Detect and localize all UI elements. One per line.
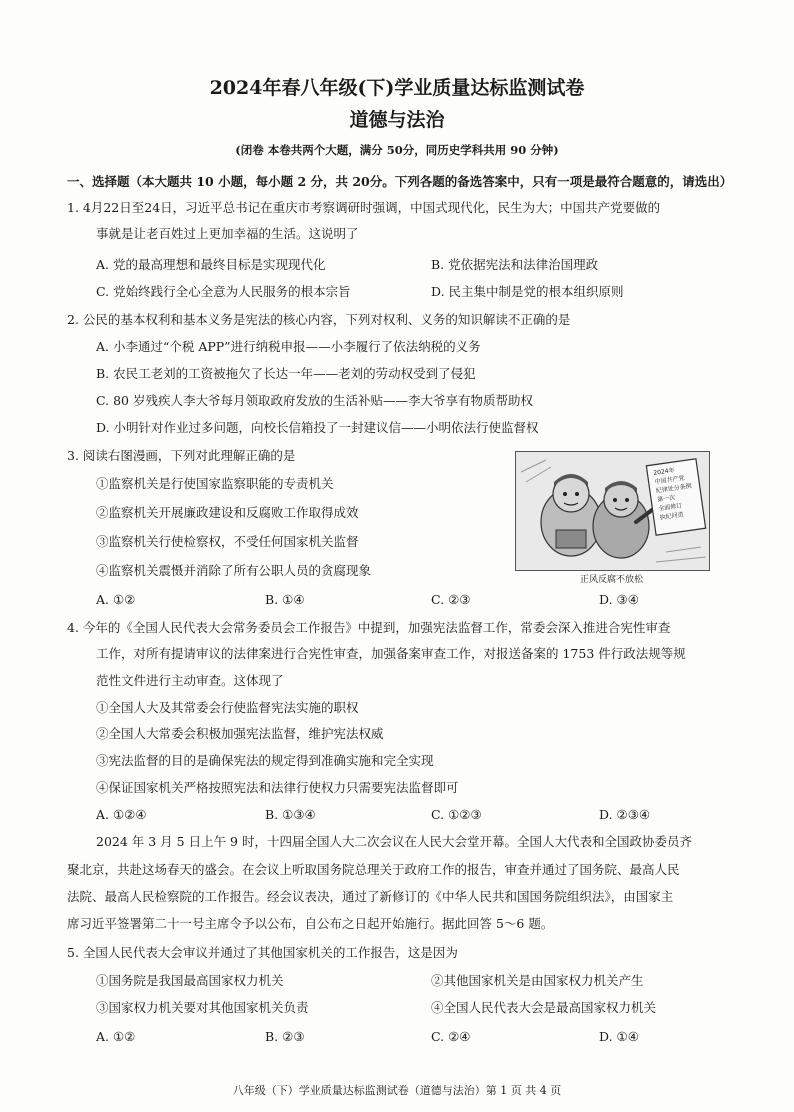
q4-stem-line2: 工作，对所有提请审议的法律案进行合宪性审查，加强备案审查工作，对报送备案的 1753 件行政法规等规 [96, 646, 686, 661]
q3-statement-3: ③监察机关行使检察权，不受任何国家机关监督 [96, 534, 359, 549]
q5-option-b: B. ②③ [265, 1029, 305, 1044]
q1-option-b: B. 党依据宪法和法律治国理政 [431, 257, 599, 272]
cartoon-illustration [516, 452, 709, 570]
q1-stem-line1: 1. 4月22日至24日，习近平总书记在重庆市考察调研时强调，中国式现代化，民生为大；中国共产党要做的 [67, 200, 661, 215]
q4-option-d: D. ②③④ [599, 807, 651, 822]
q2-option-b: B. 农民工老刘的工资被拖欠了长达一年——老刘的劳动权受到了侵犯 [96, 366, 476, 381]
q1-stem-line2: 事就是让老百姓过上更加幸福的生活。这说明了 [96, 226, 359, 241]
section-heading: 一、选择题（本大题共 10 小题，每小题 2 分，共 20分。下列各题的备选答案中，只有一项是最符合题意的，请选出） [67, 174, 733, 189]
q4-option-b: B. ①③④ [265, 807, 316, 822]
q3-option-d: D. ③④ [599, 592, 639, 607]
q4-statement-3: ③宪法监督的目的是确保宪法的规定得到准确实施和完全实现 [96, 753, 434, 768]
q2-stem: 2. 公民的基本权利和基本义务是宪法的核心内容，下列对权利、义务的知识解读不正确的是 [67, 312, 571, 327]
q4-option-c: C. ①②③ [431, 807, 482, 822]
q1-option-c: C. 党始终践行全心全意为人民服务的根本宗旨 [96, 284, 351, 299]
material-line4: 席习近平签署第二十一号主席令予以公布，自公布之日起开始施行。据此回答 5～6 题。 [67, 916, 554, 931]
q4-stem-line3: 范性文件进行主动审查。这体现了 [96, 673, 284, 688]
q2-option-d: D. 小明针对作业过多问题，向校长信箱投了一封建议信——小明依法行使监督权 [96, 420, 539, 435]
q3-statement-2: ②监察机关开展廉政建设和反腐败工作取得成效 [96, 505, 359, 520]
q3-statement-1: ①监察机关是行使国家监察职能的专责机关 [96, 476, 334, 491]
cartoon-doc-line-3: 纪律处分条例 [655, 482, 693, 495]
q5-option-d: D. ①④ [599, 1029, 639, 1044]
page-footer: 八年级（下）学业质量达标监测试卷（道德与法治）第 1 页 共 4 页 [232, 1084, 562, 1097]
q3-statement-4: ④监察机关震慑并消除了所有公职人员的贪腐现象 [96, 563, 372, 578]
q5-statement-1: ①国务院是我国最高国家权力机关 [96, 973, 284, 988]
q1-option-a: A. 党的最高理想和最终目标是实现现代化 [96, 257, 326, 272]
q1-option-d: D. 民主集中制是党的根本组织原则 [431, 284, 624, 299]
q5-statement-3: ③国家权力机关要对其他国家机关负责 [96, 1000, 309, 1015]
q4-statement-1: ①全国人大及其常委会行使监督宪法实施的职权 [96, 700, 359, 715]
q4-stem-line1: 4. 今年的《全国人民代表大会常务委员会工作报告》中提到，加强宪法监督工作，常委会深入推进合宪性审查 [67, 620, 671, 635]
cartoon-doc-line-2: 中国共产党 [654, 474, 685, 486]
q3-stem: 3. 阅读右图漫画，下列对此理解正确的是 [67, 448, 296, 463]
cartoon-doc-line-6: 执纪问责 [659, 511, 685, 522]
anti-corruption-cartoon [515, 451, 710, 571]
q4-option-a: A. ①②④ [96, 807, 147, 822]
q5-stem: 5. 全国人民代表大会审议并通过了其他国家机关的工作报告，这是因为 [67, 945, 458, 960]
q5-option-c: C. ②④ [431, 1029, 471, 1044]
cartoon-caption: 正风反腐不放松 [579, 575, 643, 585]
q5-statement-4: ④全国人民代表大会是最高国家权力机关 [431, 1000, 657, 1015]
cartoon-doc-line-4: 第一次 [656, 494, 676, 504]
subject-title: 道德与法治 [349, 109, 445, 131]
q4-statement-2: ②全国人大常委会积极加强宪法监督，维护宪法权威 [96, 726, 384, 741]
material-line2: 聚北京，共赴这场春天的盛会。在会议上听取国务院总理关于政府工作的报告，审查并通过了国务院、最高人民 [67, 862, 680, 877]
cartoon-doc-line-1: 2024年 [653, 466, 676, 477]
q2-option-a: A. 小李通过“个税 APP”进行纳税申报——小李履行了依法纳税的义务 [96, 339, 481, 354]
q4-statement-4: ④保证国家机关严格按照宪法和法律行使权力只需要宪法监督即可 [96, 780, 459, 795]
exam-title: 2024年春八年级(下)学业质量达标监测试卷 [209, 77, 585, 99]
q3-option-c: C. ②③ [431, 592, 471, 607]
material-line3: 法院、最高人民检察院的工作报告。经会议表决，通过了新修订的《中华人民共和国国务院组织法》，由国家主 [67, 889, 674, 904]
q5-statement-2: ②其他国家机关是由国家权力机关产生 [431, 973, 644, 988]
exam-note: (闭卷 本卷共两个大题，满分 50分，同历史学科共用 90 分钟) [235, 143, 559, 157]
material-line1: 2024 年 3 月 5 日上午 9 时，十四届全国人大二次会议在人民大会堂开幕。全国人大代表和全国政协委员齐 [96, 834, 692, 849]
q3-option-a: A. ①② [96, 592, 136, 607]
q3-option-b: B. ①④ [265, 592, 305, 607]
q5-option-a: A. ①② [96, 1029, 136, 1044]
cartoon-doc-line-5: 全面修订 [658, 502, 683, 513]
q2-option-c: C. 80 岁残疾人李大爷每月领取政府发放的生活补贴——李大爷享有物质帮助权 [96, 393, 533, 408]
